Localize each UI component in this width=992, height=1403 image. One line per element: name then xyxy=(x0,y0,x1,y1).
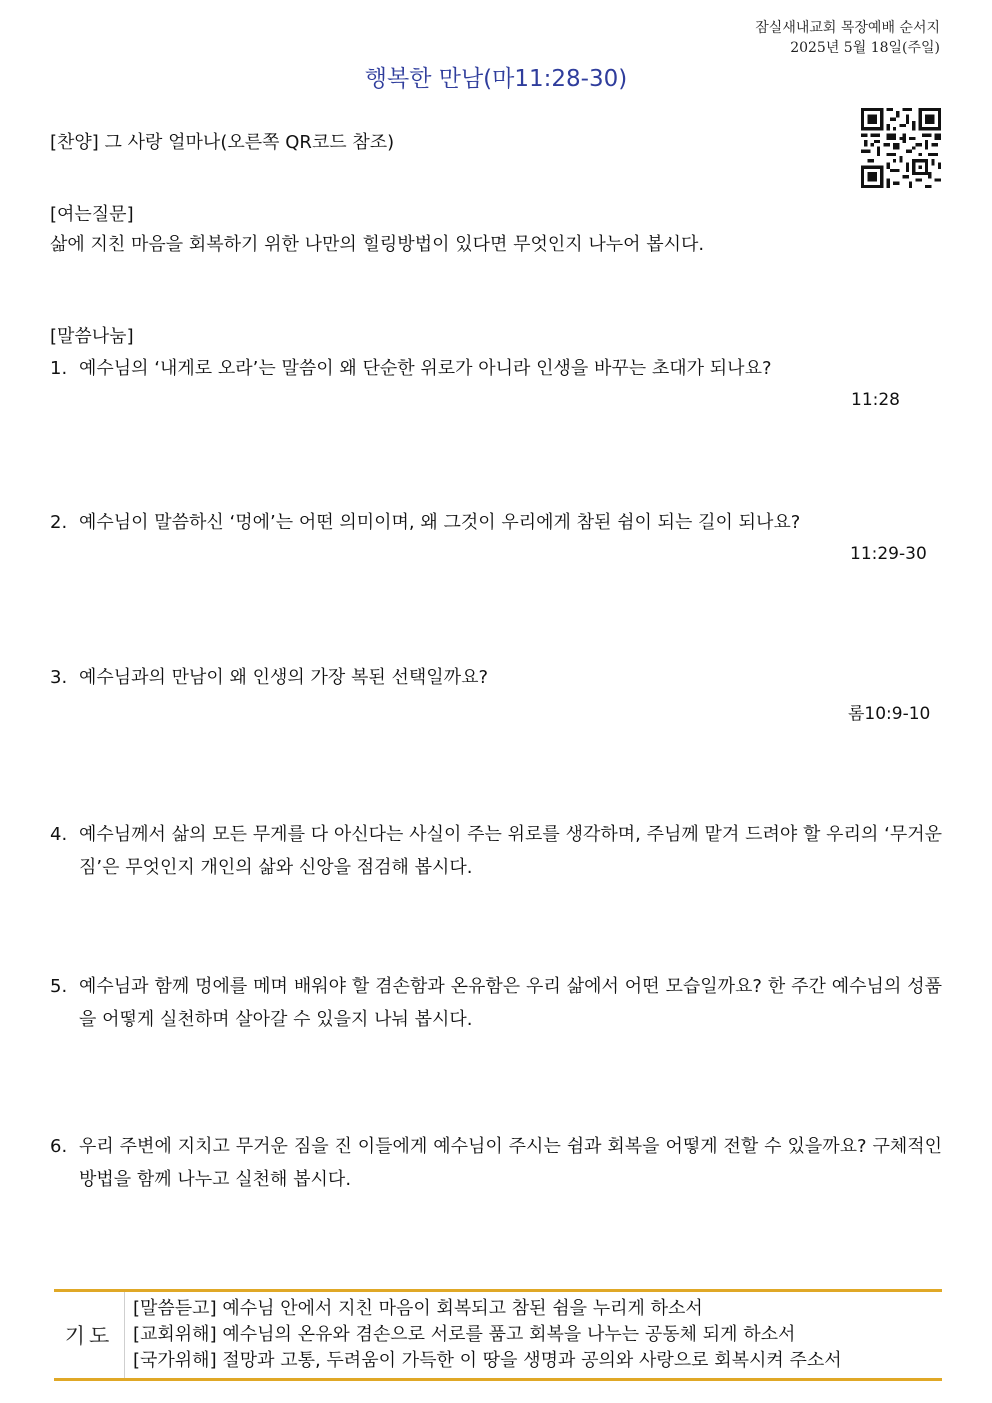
question-number: 5. xyxy=(50,976,68,997)
question-number: 3. xyxy=(50,667,68,688)
word-sharing-heading: [말씀나눔] xyxy=(50,326,134,347)
scripture-reference: 롬10:9-10 xyxy=(848,704,931,724)
hymn-line: [찬양] 그 사랑 얼마나(오른쪽 QR코드 참조) xyxy=(50,132,395,153)
question-item xyxy=(50,352,942,385)
service-date: 2025년 5월 18일(주일) xyxy=(790,40,940,56)
question-text: 예수님께서 삶의 모든 무게를 다 아신다는 사실이 주는 위로를 생각하며, 주님께 맡겨 드려야 할 우리의 ‘무거운 짐’은 무엇인지 개인의 삶와 신앙을 점검해 봅시다. xyxy=(79,824,942,878)
prayer-line: [국가위해] 절망과 고통, 두려움이 가득한 이 땅을 생명과 공의와 사랑으로 회복시켜 주소서 xyxy=(133,1350,842,1371)
question-text: 예수님의 ‘내게로 오라’는 말씀이 왜 단순한 위로가 아니라 인생을 바꾸는 초대가 되나요? xyxy=(79,358,772,379)
scripture-reference: 11:28 xyxy=(851,390,900,410)
scripture-reference: 11:29-30 xyxy=(850,544,927,564)
opening-heading: [여는질문] xyxy=(50,204,134,225)
question-text: 예수님과의 만남이 왜 인생의 가장 복된 선택일까요? xyxy=(79,667,489,688)
question-number: 4. xyxy=(50,824,68,845)
question-text: 우리 주변에 지치고 무거운 짐을 진 이들에게 예수님이 주시는 쉼과 회복을 어떻게 전할 수 있을까요? 구체적인 방법을 함께 나누고 실천해 봅시다. xyxy=(79,1136,942,1190)
question-text: 예수님과 함께 멍에를 메며 배워야 할 겸손함과 온유함은 우리 삶에서 어떤 모습일까요? 한 주간 예수님의 성품을 어떻게 실천하며 살아갈 수 있을지 나눠 봅시다. xyxy=(79,976,942,1030)
question-item xyxy=(50,1130,942,1196)
prayer-box xyxy=(54,1289,942,1381)
question-number: 1. xyxy=(50,358,68,379)
question-item xyxy=(50,506,942,539)
church-name: 잠실새내교회 목장예배 순서지 xyxy=(755,20,940,36)
question-item xyxy=(50,661,942,694)
prayer-lines xyxy=(125,1292,842,1378)
question-text: 예수님이 말씀하신 ‘멍에’는 어떤 의미이며, 왜 그것이 우리에게 참된 쉼이 되는 길이 되나요? xyxy=(79,512,801,533)
prayer-label: 기도 xyxy=(54,1292,125,1378)
question-number: 2. xyxy=(50,512,68,533)
opening-question-section xyxy=(50,200,942,260)
qr-code-icon xyxy=(861,108,941,188)
prayer-line: [교회위해] 예수님의 온유와 겸손으로 서로를 품고 회복을 나누는 공동체 되게 하소서 xyxy=(133,1324,796,1345)
question-item xyxy=(50,818,942,884)
opening-text: 삶에 지친 마음을 회복하기 위한 나만의 힐링방법이 있다면 무엇인지 나누어 봅시다. xyxy=(50,234,705,255)
question-number: 6. xyxy=(50,1136,68,1157)
question-item xyxy=(50,970,942,1036)
header-meta xyxy=(755,18,940,58)
prayer-line: [말씀듣고] 예수님 안에서 지친 마음이 회복되고 참된 쉼을 누리게 하소서 xyxy=(133,1298,703,1319)
page-title: 행복한 만남(마11:28-30) xyxy=(364,66,628,92)
